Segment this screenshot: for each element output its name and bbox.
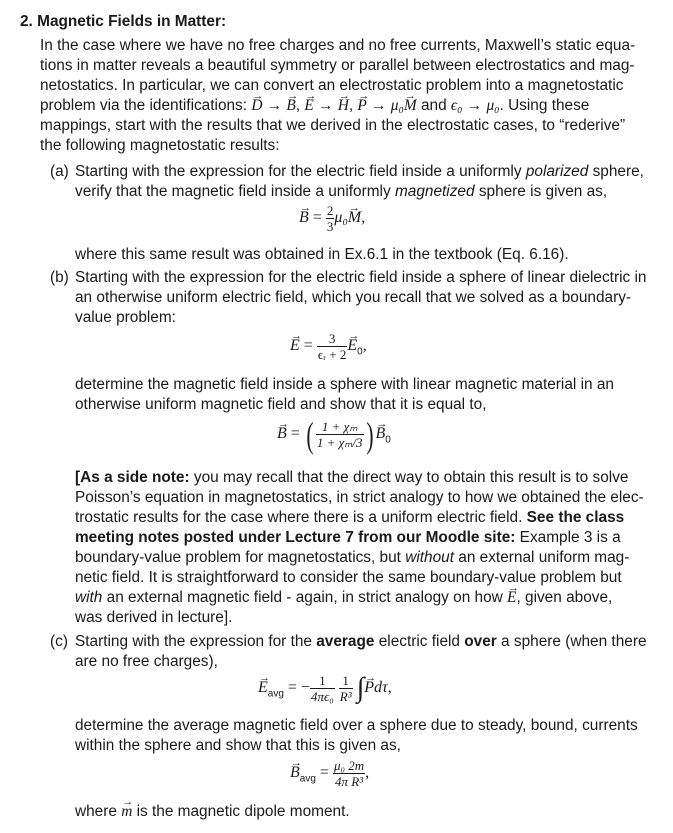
part-a-line: Starting with the expression for the electric field inside a uniformly polarized sphere,: [75, 163, 644, 180]
equation-c-electric: $E \to_{avg}$ = − $\frac{1}{\text{4πϵ₀}}$ $\frac{1}{\text{R³}}$ ∫P →dτ,: [258, 673, 392, 704]
vec-D: D →: [251, 96, 262, 116]
part-c-after: within the sphere and show that this is given as,: [75, 737, 401, 754]
part-b-label: (b): [50, 269, 69, 286]
part-a-after: where this same result was obtained in Ex.6.1 in the textbook (Eq. 6.16).: [75, 246, 569, 263]
part-c-label: (c): [50, 633, 68, 650]
intro-line: netostatics. In particular, we can convert an electrostatic problem into a magnetostatic: [40, 77, 624, 94]
problem-number: 2.: [20, 13, 33, 30]
part-c-line: Starting with the expression for the average electric field over a sphere (when there: [75, 633, 647, 650]
part-a-line: verify that the magnetic field inside a uniformly magnetized sphere is given as,: [75, 183, 608, 200]
vec-B: B →: [286, 96, 295, 116]
part-b-line: Starting with the expression for the electric field inside a sphere of linear dielectric in: [75, 269, 647, 286]
part-c-after: determine the average magnetic field over a sphere due to steady, bound, currents: [75, 717, 638, 734]
equation-b-magnetic: B → = ( $\frac{\text{1 + χₘ}}{\text{1 + χₘ/3}}$ ) $B \to_0$: [277, 419, 391, 450]
intro-line: tions in matter reveals a beautiful symmetry or parallel between electrostatics and mag-: [40, 57, 635, 74]
vec-P: P →: [357, 96, 366, 116]
part-c-final: where m → is the magnetic dipole moment.: [75, 802, 350, 822]
vec-H: H →: [338, 96, 349, 116]
part-b-after: determine the magnetic field inside a sphere with linear magnetic material in an: [75, 376, 614, 393]
equation-c-magnetic: $B \to_{avg}$ = $\frac{\text{μ₀ 2m}}{\text{4π R³}}$ ,: [290, 758, 369, 789]
part-c-line: are no free charges),: [75, 653, 218, 670]
vec-E: E →: [304, 96, 313, 116]
intro-line: the following magnetostatic results:: [40, 137, 280, 154]
part-b-line: an otherwise uniform electric field, which you recall that we solved as a boundary-: [75, 289, 632, 306]
part-b-after: otherwise uniform magnetic field and show that it is equal to,: [75, 396, 487, 413]
equation-a: B → = $\frac{2}{3}$ μ₀M →,: [299, 203, 365, 234]
intro-line: mappings, start with the results that we derived in the electrostatic cases, to “rederive”: [40, 117, 626, 134]
intro-line: problem via the identifications: D → → B →, E → → H →, P → → μ₀M → and ϵ₀ → μ₀. Using these: [40, 96, 589, 116]
problem-page: 2. Magnetic Fields in Matter: In the case where we have no free charges and no free currents, Maxwell’s static equa- tions in matter reveals a beautiful symmetry or parallel between electrostatics and mag- netostatics. In particular, we can convert an electrostatic problem into a magnetostatic problem via the identifications: D → → B →, E → → H →, P → → μ₀M → and ϵ₀ → μ₀. Using these mappings, start with the results that we derived in the electrostatic cases, to “rederive” the following magnetostatic results: (a) Starting with the expression for the electric field inside a uniformly polarized sphere, verify that the magnetic field inside a uniformly magnetized sphere is given as, B → = $\frac{2}{3}$ μ₀M →, where this same result was obtained in Ex.6.1 in the textbook (Eq. 6.16). (b) Starting with the expression for the electric field inside a sphere of linear dielectric in an otherwise uniform electric field, which you recall that we solved as a boundary- value problem: E → = $\frac{3}{\text{ϵᵣ + 2}}$ $E \to_0$, determine the magnetic field inside a sphere with linear magnetic material in an otherwise uniform magnetic field and show that it is equal to, B → = ( $\frac{\text{1 + χₘ}}{\text{1 + χₘ/3}}$ ) $B \to_0$ [As a side note: you may recall that the direct way to obtain this result is to solve Poisson’s equation in magnetostatics, in strict analogy to how we obtained the elec- trostatic results for the case where there is a uniform electric field. See the class meeting notes posted under Lecture 7 from our Moodle site: Example 3 is a boundary-value problem for magnetostatics, but without an external uniform mag- netic field. It is straightforward to consider the same boundary-value problem but with an external magnetic field - again, in strict analogy on how E →, given above, was derived in lecture]. (c) Starting with the expression for the average electric field over a sphere (when there are no free charges), $E \to_{avg}$ = − $\frac{1}{\text{4πϵ₀}}$ $\frac{1}{\text{R³}}$ ∫P →dτ, determine the average magnetic field over a sphere due to steady, bound, currents within the sphere and show that this is given as, $B \to_{avg}$ = $\frac{\text{μ₀ 2m}}{\text{4π R³}}$ , where m → is the magnetic dipole moment.: [0, 0, 673, 833]
problem-heading: [20, 12, 226, 32]
part-a-label: (a): [50, 163, 69, 180]
vec-M: M →: [404, 96, 417, 116]
equation-b-electric: E → = $\frac{3}{\text{ϵᵣ + 2}}$ $E \to_0$,: [290, 331, 367, 362]
part-b-line: value problem:: [75, 309, 176, 326]
problem-title: Magnetic Fields in Matter:: [37, 13, 227, 30]
intro-line: In the case where we have no free charges and no free currents, Maxwell’s static equa-: [40, 37, 636, 54]
